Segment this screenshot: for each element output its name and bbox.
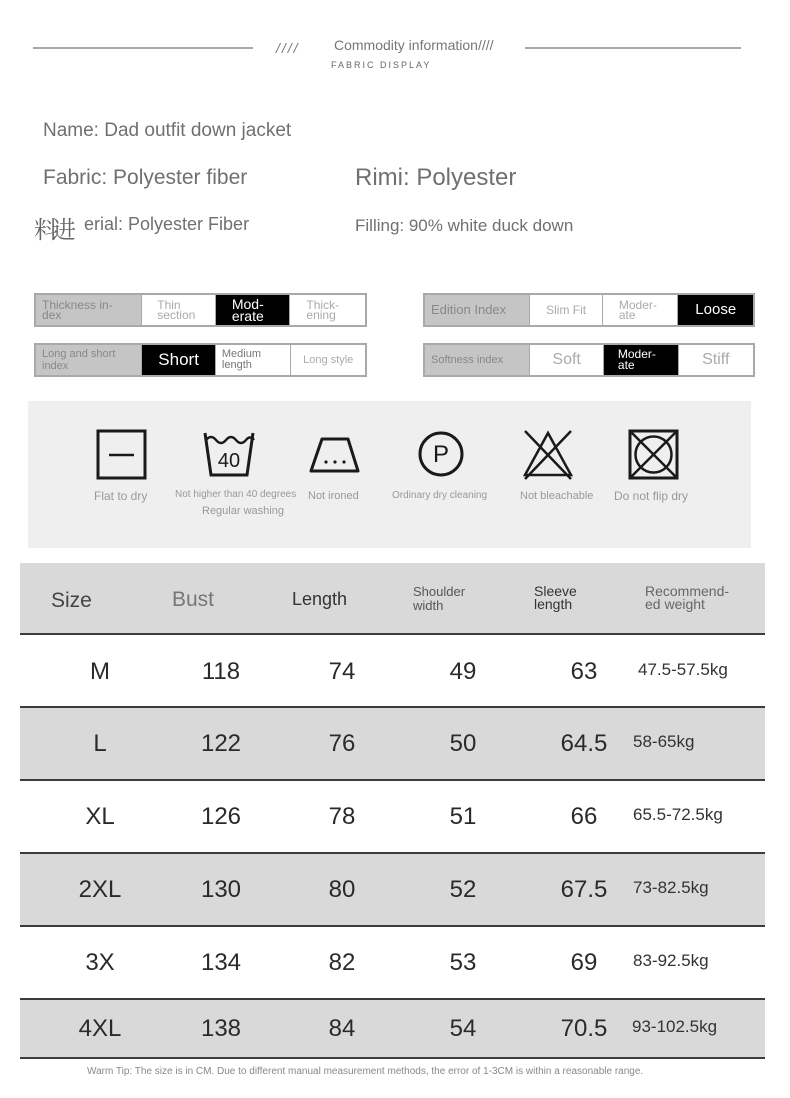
care-label: Do not flip dry xyxy=(614,489,689,503)
header-bust: Bust xyxy=(172,588,215,611)
table-row xyxy=(20,781,765,853)
index-option: Thick- ening xyxy=(306,298,340,322)
header-size: Size xyxy=(51,589,92,612)
table-cell: 78 xyxy=(328,803,356,830)
care-label: Flat to dry xyxy=(94,489,148,503)
table-divider xyxy=(20,852,765,854)
table-cell: 4XL xyxy=(78,1015,122,1042)
thickness-index-bar xyxy=(34,293,367,327)
product-filling: Filling: 90% white duck down xyxy=(355,216,574,235)
product-name: Name: Dad outfit down jacket xyxy=(43,120,292,141)
table-cell: 126 xyxy=(200,803,242,830)
table-cell: 54 xyxy=(449,1015,477,1042)
header-sleeve-length: Sleeve length xyxy=(534,583,577,612)
svg-text:40: 40 xyxy=(217,450,241,472)
table-cell: 2XL xyxy=(78,876,122,903)
index-label: Long and short index xyxy=(36,345,142,375)
table-cell: 50 xyxy=(449,730,477,757)
size-table-header xyxy=(20,563,765,633)
table-cell: 3X xyxy=(85,949,115,976)
warm-tip: Warm Tip: The size is in CM. Due to different manual measurement methods, the error of 1-3CM is within a reasonable range. xyxy=(87,1066,644,1077)
care-label: Ordinary dry cleaning xyxy=(392,490,488,501)
wash-40-icon xyxy=(202,429,256,479)
edition-index-bar xyxy=(423,293,755,327)
product-material-overlap: 料进 xyxy=(34,216,70,244)
header-recommended-weight: Recommend- ed weight xyxy=(645,583,730,612)
table-cell: 70.5 xyxy=(560,1015,608,1042)
table-cell: 134 xyxy=(200,949,242,976)
table-divider xyxy=(20,779,765,781)
dry-clean-p-icon xyxy=(416,429,466,479)
no-iron-icon xyxy=(308,436,362,476)
index-option-selected: Moder- ate xyxy=(604,345,679,375)
table-cell-weight: 65.5-72.5kg xyxy=(633,805,723,824)
table-row xyxy=(20,927,765,999)
table-cell: 84 xyxy=(328,1015,356,1042)
care-label: Not higher than 40 degrees xyxy=(175,489,297,500)
table-cell: 118 xyxy=(201,658,241,685)
table-cell: 130 xyxy=(200,876,242,903)
table-cell-weight: 47.5-57.5kg xyxy=(638,660,728,679)
table-cell: 76 xyxy=(328,730,356,757)
product-rimi: Rimi: Polyester xyxy=(355,164,517,191)
table-cell: M xyxy=(90,658,110,685)
table-cell: 51 xyxy=(449,803,477,830)
softness-index-bar xyxy=(423,343,755,377)
index-label: Thickness in- dex xyxy=(36,295,142,325)
table-cell: 63 xyxy=(570,658,598,685)
header-shoulder-width: Shoulder width xyxy=(413,584,466,613)
table-cell: 122 xyxy=(200,730,242,757)
product-material: erial: Polyester Fiber xyxy=(84,214,250,234)
table-cell: 49 xyxy=(449,658,477,685)
table-cell: 138 xyxy=(200,1015,242,1042)
header-length: Length xyxy=(292,589,348,609)
table-cell: 74 xyxy=(328,658,356,685)
care-instructions-panel xyxy=(28,401,751,548)
care-label: Not ironed xyxy=(308,490,359,502)
table-cell: 53 xyxy=(449,949,477,976)
table-cell: 52 xyxy=(449,876,477,903)
flat-dry-icon xyxy=(96,429,148,481)
table-divider xyxy=(20,925,765,927)
table-cell-weight: 83-92.5kg xyxy=(633,951,709,970)
table-cell: XL xyxy=(85,803,115,830)
index-option: Medium length xyxy=(216,345,292,375)
header-subtitle: FABRIC DISPLAY xyxy=(331,60,432,70)
no-bleach-icon xyxy=(521,429,575,481)
table-row xyxy=(20,854,765,926)
table-cell-weight: 58-65kg xyxy=(633,732,695,751)
table-cell-weight: 73-82.5kg xyxy=(633,878,709,897)
table-divider xyxy=(20,1057,765,1059)
index-option-selected: Mod- erate xyxy=(216,295,291,325)
length-index-bar xyxy=(34,343,367,377)
index-option: Long style xyxy=(303,354,354,366)
index-option-selected: Short xyxy=(142,345,216,375)
care-label: Regular washing xyxy=(202,505,284,517)
table-cell: 80 xyxy=(328,876,356,903)
product-fabric: Fabric: Polyester fiber xyxy=(43,166,248,189)
header-title: Commodity information//// xyxy=(334,37,494,53)
index-label: Edition Index xyxy=(425,295,530,325)
table-row xyxy=(20,636,765,707)
index-label: Softness index xyxy=(425,345,530,375)
index-option: Stiff xyxy=(702,351,730,368)
table-cell: 67.5 xyxy=(560,876,608,903)
table-cell: 69 xyxy=(570,949,598,976)
index-option: Thin section xyxy=(142,295,216,325)
care-label: Not bleachable xyxy=(520,490,594,502)
table-row xyxy=(20,708,765,780)
index-option: Soft xyxy=(530,345,604,375)
header-line-right xyxy=(525,47,741,49)
table-cell: L xyxy=(93,730,107,757)
table-row xyxy=(20,1000,765,1058)
table-cell: 64.5 xyxy=(560,730,608,757)
index-option-selected: Loose xyxy=(678,295,753,325)
table-divider xyxy=(20,706,765,708)
header-slashes: //// xyxy=(276,40,300,56)
index-option: Moder- ate xyxy=(603,295,679,325)
table-cell-weight: 93-102.5kg xyxy=(632,1017,718,1036)
table-divider xyxy=(20,998,765,1000)
table-cell: 82 xyxy=(328,949,356,976)
table-cell: 66 xyxy=(570,803,598,830)
svg-text:P: P xyxy=(432,441,450,468)
index-option: Slim Fit xyxy=(530,295,603,325)
no-tumble-dry-icon xyxy=(628,429,680,481)
header-line-left xyxy=(33,47,253,49)
table-divider xyxy=(20,633,765,635)
